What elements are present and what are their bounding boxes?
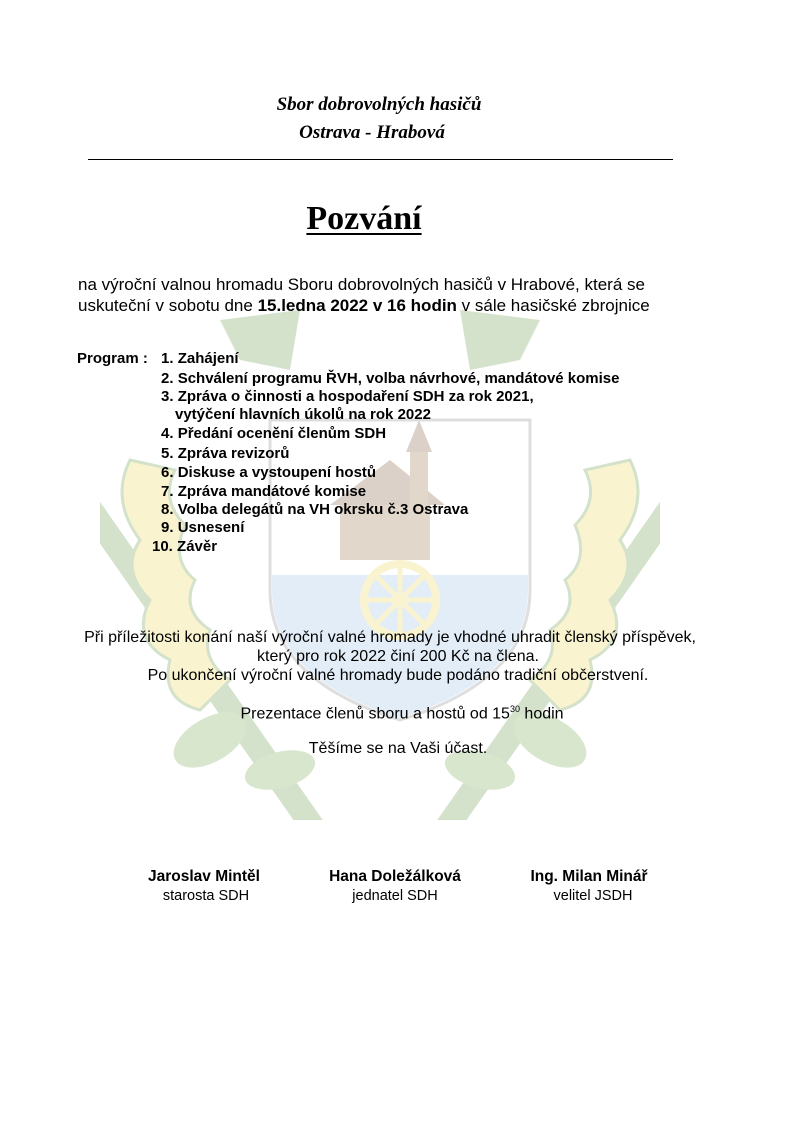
program-item-number: 8. xyxy=(161,501,174,518)
program-item-number: 9. xyxy=(161,519,174,536)
program-item-text: Schválení programu ŘVH, volba návrhové, mandátové komise xyxy=(177,370,620,387)
program-item-text: Závěr xyxy=(177,538,218,555)
program-item-text: Volba delegátů na VH okrsku č.3 Ostrava xyxy=(177,501,469,518)
presentation-unit: hodin xyxy=(519,705,564,723)
program-item xyxy=(161,350,239,367)
meeting-date: 15.ledna 2022 v 16 hodin xyxy=(257,296,457,315)
presentation-minutes: 30 xyxy=(509,704,520,714)
org-name: Sbor dobrovolných hasičů xyxy=(276,94,482,115)
intro-text: uskuteční v sobotu dne xyxy=(78,296,258,315)
intro-venue: v sále hasičské zbrojnice xyxy=(456,296,650,315)
program-item-text: Usnesení xyxy=(177,519,245,536)
program-item-number: 1. xyxy=(161,350,174,367)
program-item-number: 3. xyxy=(161,388,174,405)
program-item xyxy=(161,519,244,536)
program-item xyxy=(161,483,366,500)
program-item-number: 5. xyxy=(161,445,174,462)
signature-role: velitel JSDH xyxy=(553,888,633,904)
signature-name: Hana Doležálková xyxy=(329,868,461,885)
presentation-note xyxy=(0,704,794,723)
signature-name: Ing. Milan Minář xyxy=(530,868,648,885)
refreshment-note: Po ukončení výroční valné hromady bude podáno tradiční občerstvení. xyxy=(147,667,649,684)
presentation-text: Prezentace členů sboru a hostů od 15 xyxy=(240,705,510,723)
signature-name: Jaroslav Mintěl xyxy=(148,868,260,885)
header-divider xyxy=(88,159,673,160)
program-item-number: 2. xyxy=(161,370,174,387)
program-item-continuation xyxy=(175,406,431,423)
program-item-number: 6. xyxy=(161,464,174,481)
fee-note-line-2: který pro rok 2022 činí 200 Kč na člena. xyxy=(257,648,539,665)
program-item xyxy=(161,425,386,442)
program-item-text: Zpráva revizorů xyxy=(177,445,290,462)
closing-note: Těšíme se na Vaši účast. xyxy=(308,740,488,757)
program-item xyxy=(161,370,620,387)
program-item xyxy=(161,388,534,405)
program-label: Program : xyxy=(77,350,148,367)
program-item-number: 7. xyxy=(161,483,174,500)
program-item-text: Zahájení xyxy=(177,350,239,367)
intro-line-1: na výroční valnou hromadu Sboru dobrovolných hasičů v Hrabové, která se xyxy=(78,275,645,294)
program-item-text: Diskuse a vystoupení hostů xyxy=(177,464,377,481)
program-item xyxy=(161,464,376,481)
program-item-text: Zpráva o činnosti a hospodaření SDH za rok 2021, xyxy=(177,388,534,405)
program-item xyxy=(152,538,217,555)
signature-role: starosta SDH xyxy=(162,888,250,904)
program-item-number: 4. xyxy=(161,425,174,442)
program-item-text: Předání ocenění členům SDH xyxy=(177,425,387,442)
page-title: Pozvání xyxy=(306,200,422,237)
intro-line-2 xyxy=(78,296,650,316)
signature-role: jednatel SDH xyxy=(352,888,438,904)
program-item-text: Zpráva mandátové komise xyxy=(177,483,367,500)
program-item-number: 10. xyxy=(152,538,173,555)
org-location: Ostrava - Hrabová xyxy=(299,122,445,143)
program-item-text: vytýčení hlavních úkolů na rok 2022 xyxy=(175,406,431,423)
program-item xyxy=(161,445,289,462)
program-item xyxy=(161,501,468,518)
fee-note-line-1: Při příležitosti konání naší výroční valné hromady je vhodné uhradit členský příspěvek, xyxy=(84,629,696,646)
